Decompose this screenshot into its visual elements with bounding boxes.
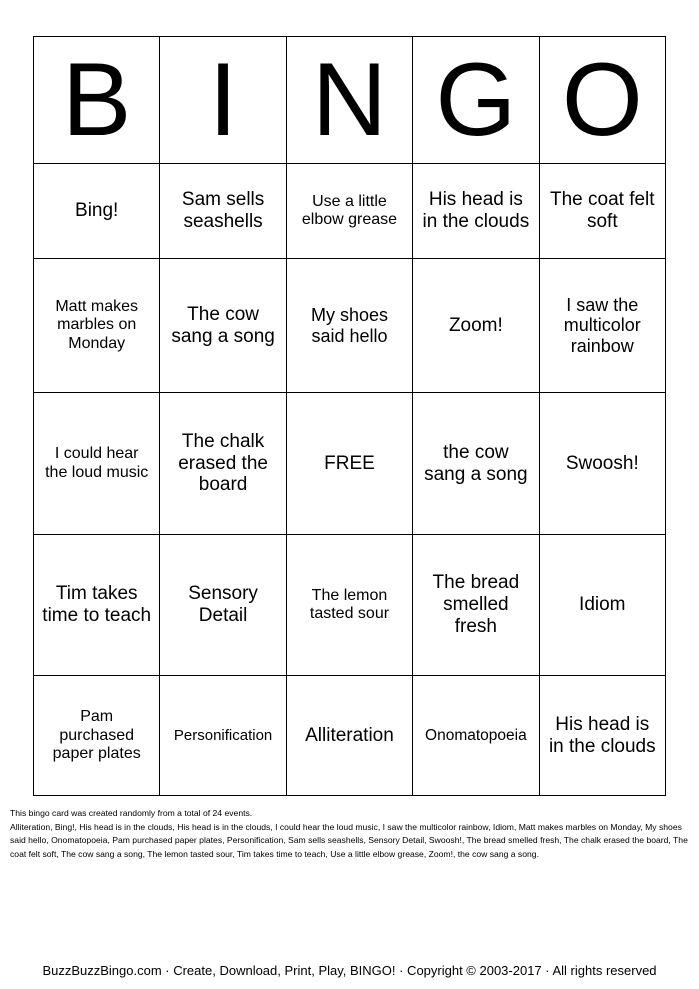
footnote-events: Alliteration, Bing!, His head is in the clouds, His head is in the clouds, I could hear the loud music, I saw the multicolor rainbow, Idiom, Matt makes marbles on Monday, My shoes said hello, Onomatopoeia, Pam purchased paper plates, Personification, Sam sells seashells, Sensory Detail, Swoosh!, The bread smelled fresh, The chalk erased the board, The coat felt soft, The cow sang a song, The lemon tasted sour, Tim takes time to teach, Use a little elbow grease, Zoom!, the cow sang a song.: [10, 821, 688, 859]
bingo-cell: Swoosh!: [539, 393, 665, 535]
bingo-card: [33, 36, 666, 796]
bingo-cell: Onomatopoeia: [413, 676, 539, 796]
bingo-cell: My shoes said hello: [286, 259, 412, 393]
bingo-cell: Sensory Detail: [160, 534, 286, 676]
bingo-cell: His head is in the clouds: [539, 676, 665, 796]
bingo-cell: Alliteration: [286, 676, 412, 796]
bingo-cell: Pam purchased paper plates: [34, 676, 160, 796]
bingo-row: [34, 676, 666, 796]
event-list-footnote: [10, 807, 690, 861]
header-row: [34, 37, 666, 164]
bingo-cell: The cow sang a song: [160, 259, 286, 393]
bingo-row: [34, 164, 666, 259]
bingo-cell: His head is in the clouds: [413, 164, 539, 259]
header-letter-o: O: [539, 37, 665, 164]
free-space: FREE: [286, 393, 412, 535]
bingo-cell: The lemon tasted sour: [286, 534, 412, 676]
bingo-cell: The coat felt soft: [539, 164, 665, 259]
header-letter-b: B: [34, 37, 160, 164]
header-letter-g: G: [413, 37, 539, 164]
footnote-summary: This bingo card was created randomly from a total of 24 events.: [10, 808, 253, 818]
bingo-row: [34, 259, 666, 393]
bingo-cell: Matt makes marbles on Monday: [34, 259, 160, 393]
bingo-cell: the cow sang a song: [413, 393, 539, 535]
bingo-row: [34, 393, 666, 535]
bingo-cell: Zoom!: [413, 259, 539, 393]
bingo-cell: I could hear the loud music: [34, 393, 160, 535]
bingo-cell: The bread smelled fresh: [413, 534, 539, 676]
bingo-cell: The chalk erased the board: [160, 393, 286, 535]
bingo-cell: Sam sells seashells: [160, 164, 286, 259]
header-letter-n: N: [286, 37, 412, 164]
header-letter-i: I: [160, 37, 286, 164]
bingo-row: [34, 534, 666, 676]
bingo-cell: Personification: [160, 676, 286, 796]
bingo-cell: Idiom: [539, 534, 665, 676]
bingo-cell: I saw the multicolor rainbow: [539, 259, 665, 393]
bingo-cell: Bing!: [34, 164, 160, 259]
bingo-cell: Use a little elbow grease: [286, 164, 412, 259]
bingo-cell: Tim takes time to teach: [34, 534, 160, 676]
site-footer: BuzzBuzzBingo.com · Create, Download, Print, Play, BINGO! · Copyright © 2003-2017 · All rights reserved: [42, 963, 657, 978]
